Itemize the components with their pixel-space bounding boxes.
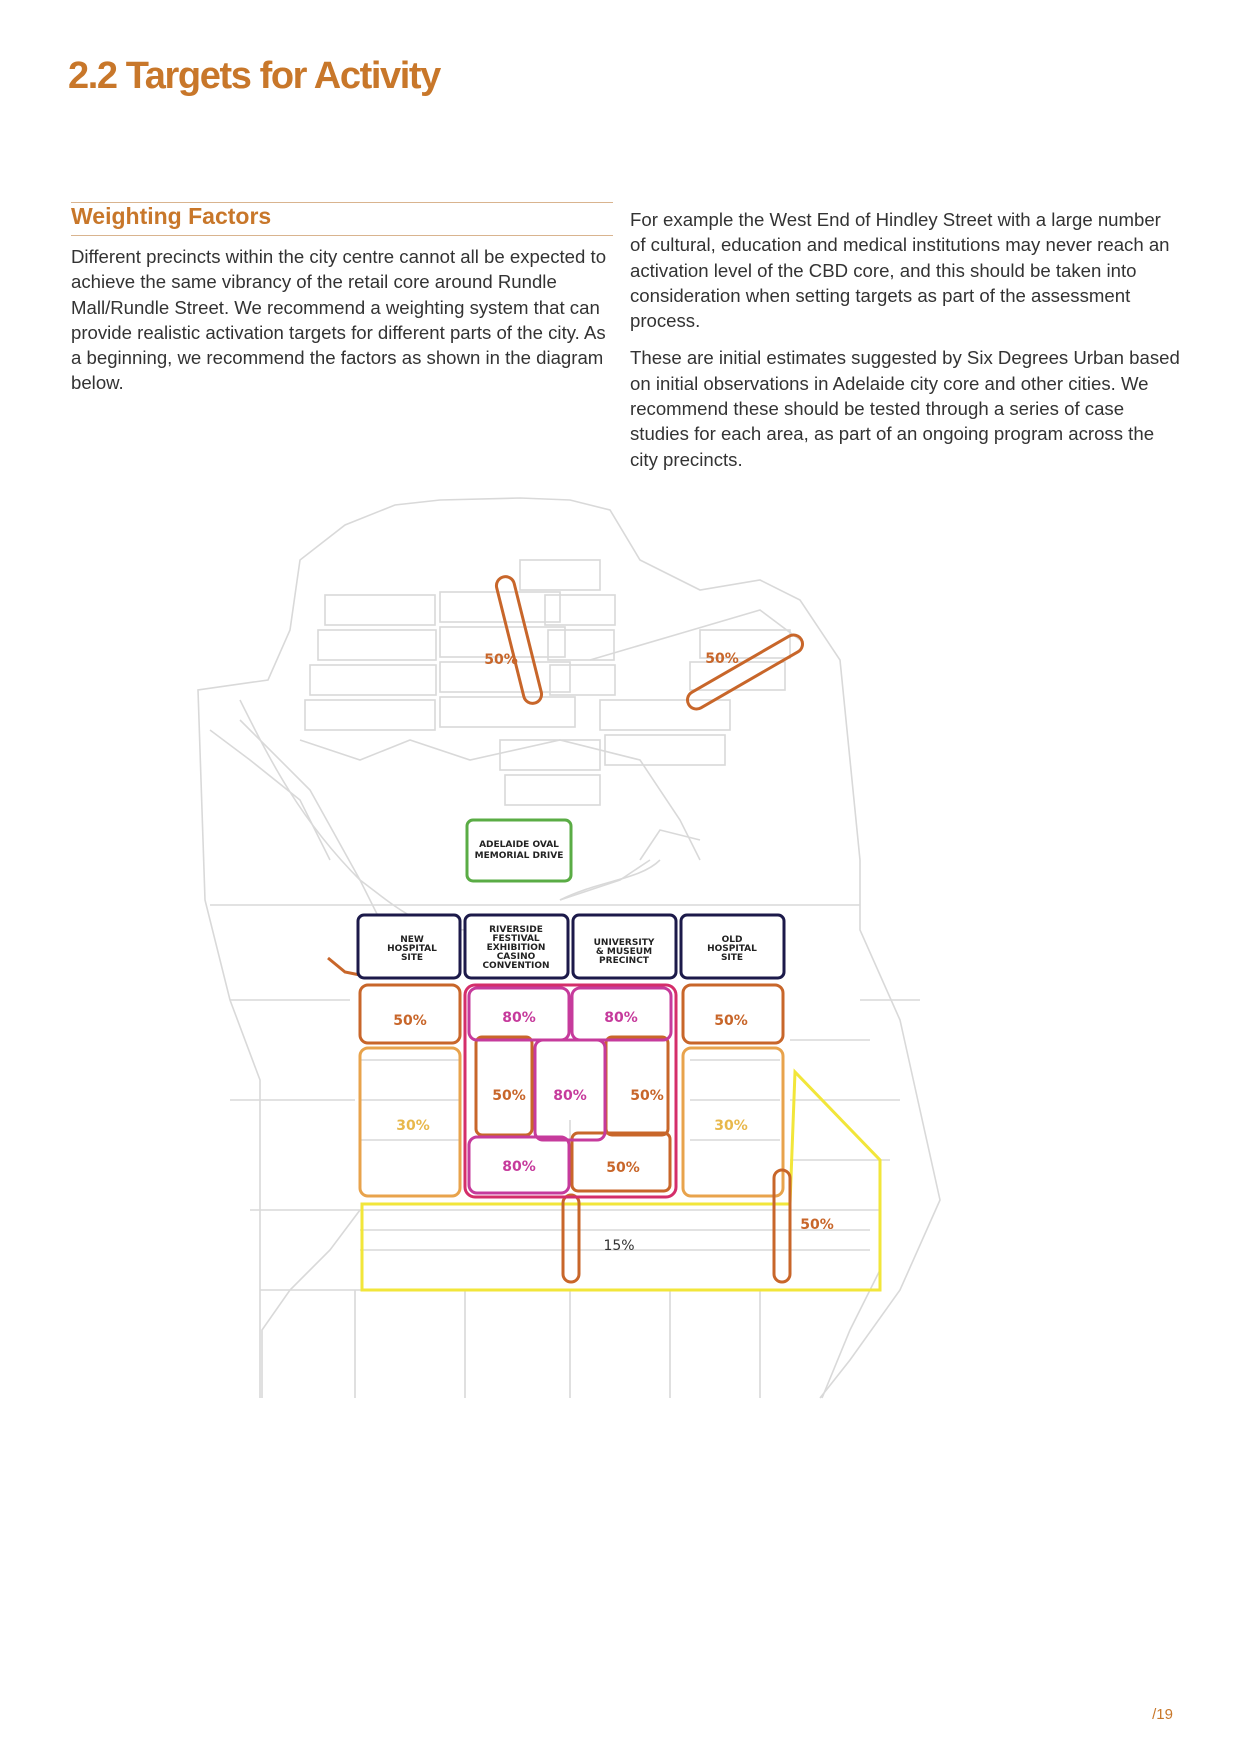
university-label-line-2: & MUSEUM	[595, 947, 653, 957]
weight-east-zone: 30%	[714, 1118, 748, 1134]
new-hospital-label-line-3: SITE	[400, 953, 424, 963]
weight-north-adelaide-east: 50%	[705, 651, 739, 667]
zone-15-south	[362, 1072, 880, 1290]
old-hospital-label-line-3: SITE	[720, 953, 744, 963]
riverside-label-line-1: RIVERSIDE	[489, 925, 543, 935]
page-title: 2.2 Targets for Activity	[68, 55, 440, 97]
weight-south-zone: 15%	[603, 1238, 635, 1254]
university-label-line-1: UNIVERSITY	[593, 938, 655, 948]
new-hospital-label-line-1: NEW	[400, 935, 424, 945]
weight-rundle-east: 50%	[714, 1013, 748, 1029]
section-heading: Weighting Factors	[71, 203, 272, 229]
old-hospital-label-line-2: HOSPITAL	[707, 944, 757, 954]
weight-rundle-core-right: 80%	[604, 1010, 638, 1026]
weight-core-lower-right: 50%	[606, 1160, 640, 1176]
new-hospital-label-line-2: HOSPITAL	[387, 944, 437, 954]
page-number: /19	[1152, 1706, 1173, 1723]
riverside-label-line-4: CASINO	[496, 952, 536, 962]
example-paragraph: For example the West End of Hindley Street with a large number of cultural, education and medical institutions may never reach an activation level of the CBD core, and this should be taken into consideration when setting targets as part of the assessment process.	[630, 209, 1170, 332]
riverside-label-line-2: FESTIVAL	[492, 934, 540, 944]
zone-50-core-left	[476, 1037, 532, 1135]
weight-rundle-core-left: 80%	[502, 1010, 536, 1026]
oval-label-line-1: ADELAIDE OVAL	[479, 840, 559, 850]
riverside-label-line-5: CONVENTION	[482, 961, 550, 971]
zone-50-core-right	[606, 1037, 668, 1135]
oval-label-line-2: MEMORIAL DRIVE	[474, 851, 564, 861]
weight-north-adelaide-west: 50%	[484, 652, 518, 668]
old-hospital-label-line-1: OLD	[721, 935, 743, 945]
weight-south-east: 50%	[800, 1217, 834, 1233]
zone-50-south-strip	[563, 1195, 579, 1282]
weight-core-left: 50%	[492, 1088, 526, 1104]
weight-core-lower-left: 80%	[502, 1159, 536, 1175]
weight-core-right: 50%	[630, 1088, 664, 1104]
zone-50-north-west-strip	[495, 575, 544, 705]
weight-west-zone: 30%	[396, 1118, 430, 1134]
intro-paragraph: Different precincts within the city centre cannot all be expected to achieve the same vibrancy of the retail core around Rundle Mall/Rundle Street. We recommend a weighting system that can provide realistic activation targets for different parts of the city. As a beginning, we recommend the factors as shown in the diagram below.	[71, 246, 607, 394]
estimates-paragraph: These are initial estimates suggested by Six Degrees Urban based on initial observations in Adelaide city core and other cities. We recommend these should be tested through a series of case studies for each area, as part of an ongoing program across the city precincts.	[630, 347, 1180, 470]
weight-hindley-west: 50%	[393, 1013, 427, 1029]
university-label-line-3: PRECINCT	[599, 956, 649, 966]
weight-core-center: 80%	[553, 1088, 587, 1104]
hindley-west-end-marker	[328, 958, 360, 975]
riverside-label-line-3: EXHIBITION	[486, 943, 546, 953]
